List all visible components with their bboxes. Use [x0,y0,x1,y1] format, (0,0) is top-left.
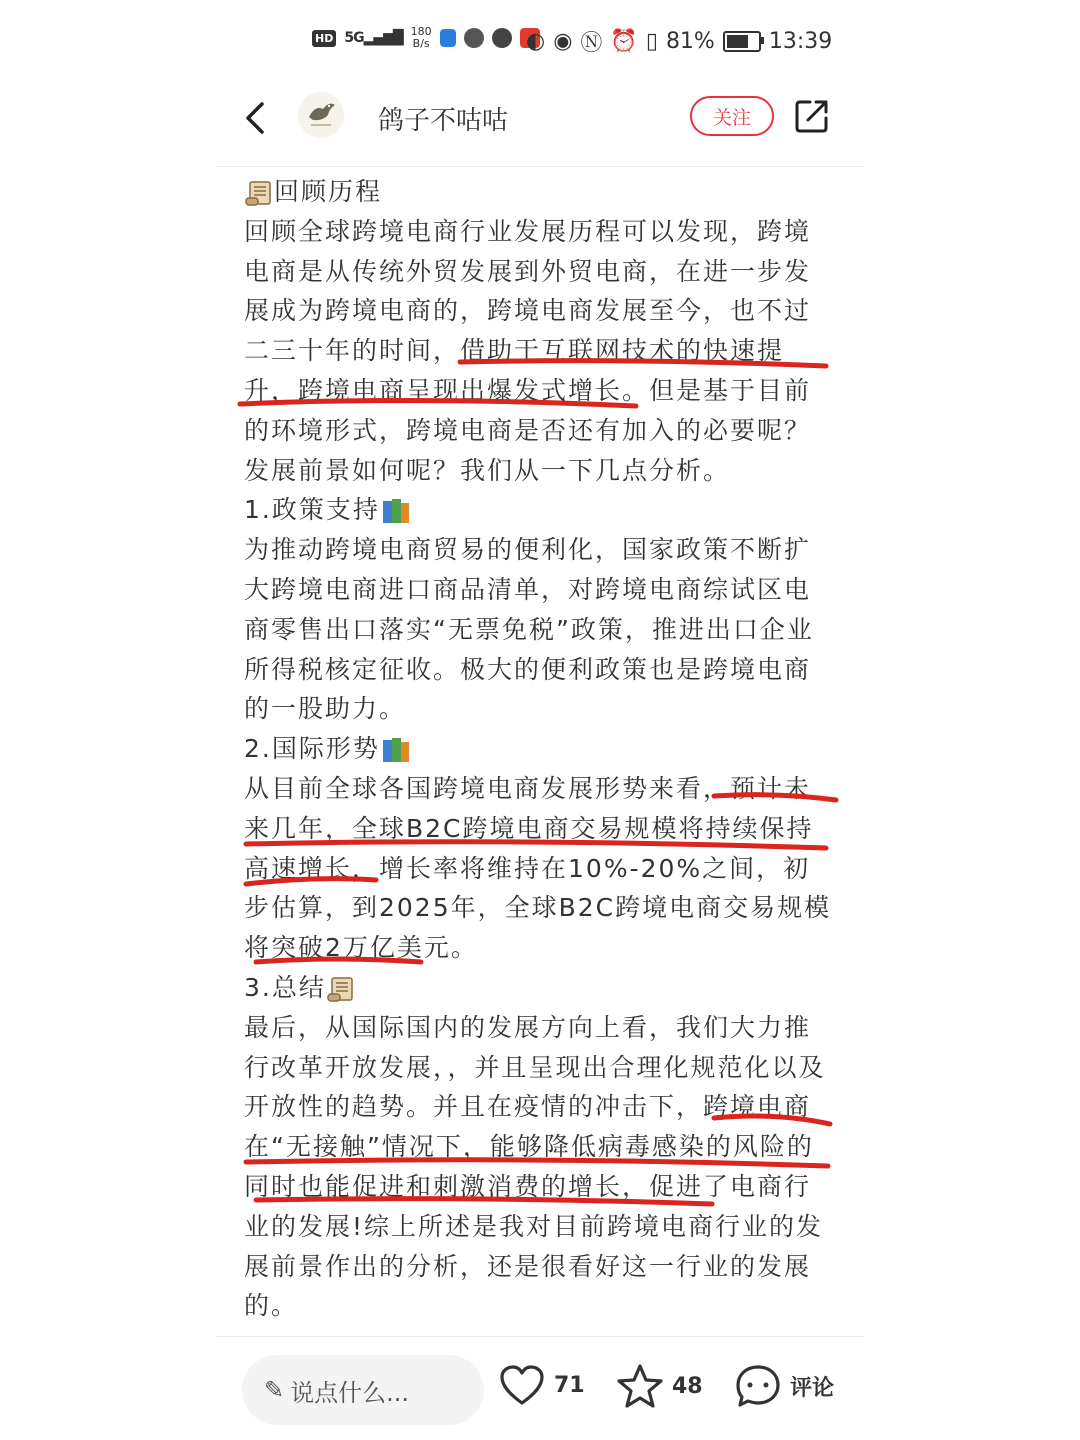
section-heading-review [244,172,834,212]
books-icon [380,736,412,764]
section-heading-policy [244,490,834,530]
avatar[interactable] [298,92,344,138]
comment-input[interactable] [242,1355,484,1425]
heading-text: 2.国际形势 [244,734,380,764]
network-speed-value: 180 [410,25,432,38]
books-icon [380,497,412,525]
pencil-icon: ✎ [264,1376,285,1404]
network-speed-unit: B/s [412,37,430,50]
vibrate-icon: ▯ [645,29,658,54]
collect-count: 48 [672,1373,703,1399]
network-type: 5G [344,30,364,46]
follow-button[interactable]: 关注 [690,96,774,136]
note-content [244,172,834,1326]
scroll-icon [326,975,356,1003]
section-heading-summary [244,968,834,1008]
phone-screen [216,0,864,1440]
status-bar [216,0,864,82]
comment-button[interactable] [734,1363,834,1409]
back-arrow-icon[interactable] [238,98,278,138]
heart-icon [498,1363,546,1407]
battery-percent: 81% [665,29,715,54]
clock: 13:39 [768,29,833,54]
section-heading-international [244,729,834,769]
note-header [216,82,864,167]
hd-badge: HD [312,30,336,47]
battery-fill [727,35,748,48]
star-icon [616,1363,664,1409]
network-speed [411,26,432,50]
like-count: 71 [554,1372,585,1398]
heading-text: 1.政策支持 [244,495,380,525]
bottom-action-bar [216,1336,864,1440]
author-name[interactable]: 鸽子不咕咕 [378,106,509,136]
wechat-icon [464,28,484,48]
share-icon[interactable] [794,98,830,134]
chat-bubble-icon [734,1363,782,1409]
comment-label: 评论 [790,1375,835,1401]
nfc-icon: Ⓝ [580,31,603,56]
comment-placeholder: 说点什么... [290,1378,409,1407]
scroll-icon [244,179,274,207]
heading-text: 3.总结 [244,972,326,1002]
paragraph-policy: 为推动跨境电商贸易的便利化，国家政策不断扩大跨境电商进口商品清单，对跨境电商综试区电商零售出口落实“无票免税”政策，推进出口企业所得税核定征收。极大的便利政策也是跨境电商的一股助力。 [244,535,814,724]
signal-icon: 5G▂▄▆█ [344,30,403,46]
paragraph-summary: 最后，从国际国内的发展方向上看，我们大力推行改革开放发展，，并且呈现出合理化规范化以及开放性的趋势。并且在疫情的冲击下，跨境电商在“无接触”情况下，能够降低病毒感染的风险的同时也能促进和刺激消费的增长，促进了电商行业的发展!综上所述是我对目前跨境电商行业的发展前景作出的分析，还是很看好这一行业的发展的。 [244,1012,826,1321]
eye-icon: ◉ [553,29,573,54]
shield-icon [440,29,456,47]
battery-icon [723,31,761,52]
paragraph-review: 回顾全球跨境电商行业发展历程可以发现，跨境电商是从传统外贸发展到外贸电商，在进一步发展成为跨境电商的，跨境电商发展至今，也不过二三十年的时间，借助于互联网技术的快速提升，跨境电商呈现出爆发式增长。但是基于目前的环境形式，跨境电商是否还有加入的必要呢？发展前景如何呢？我们从一下几点分析。 [244,216,812,485]
collect-button[interactable] [616,1363,703,1409]
browser-icon [492,28,512,48]
dove-icon [301,95,341,135]
alarm-icon: ⏰ [610,29,638,54]
paragraph-international: 从目前全球各国跨境电商发展形势来看，预计未来几年，全球B2C跨境电商交易规模将持续保持高速增长，增长率将维持在10%-20%之间，初步估算，到2025年，全球B2C跨境电商交易规模将突破2万亿美元。 [244,773,832,963]
like-button[interactable] [498,1363,585,1407]
heading-text: 回顾历程 [274,177,383,206]
sync-icon: ◐ [526,29,546,54]
